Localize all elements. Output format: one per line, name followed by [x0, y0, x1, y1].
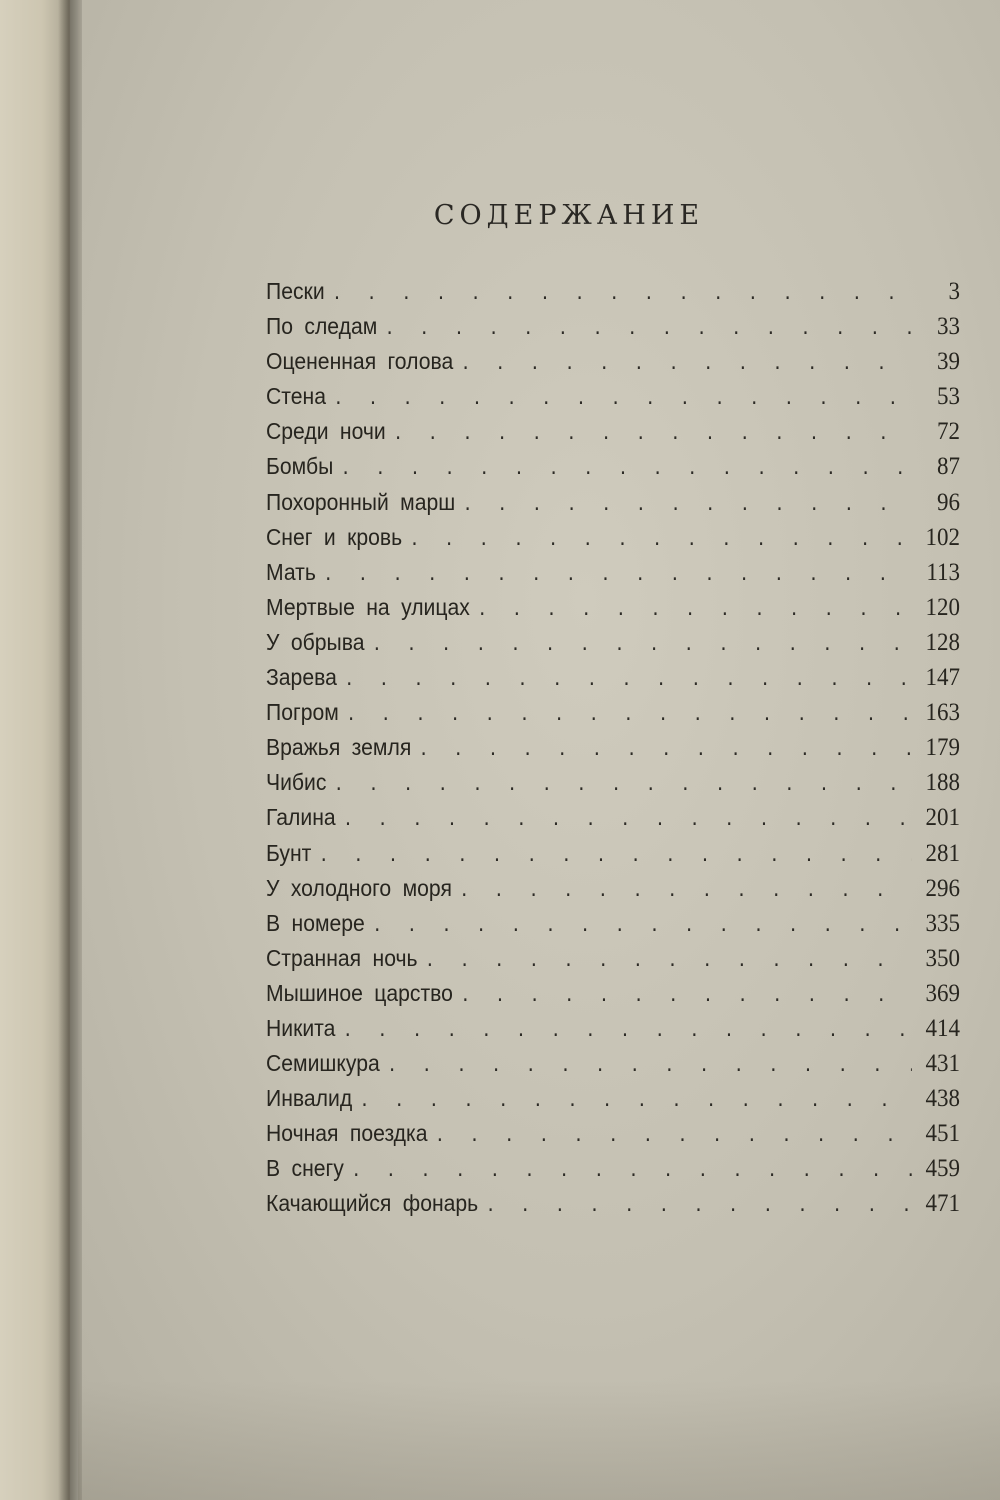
toc-page-number: 438 [925, 1085, 961, 1113]
dot-leader [435, 1125, 912, 1146]
toc-page-number: 33 [937, 313, 961, 341]
dot-leader [343, 809, 912, 830]
toc-page-number: 201 [925, 804, 961, 832]
toc-entry-title: Инвалид [266, 1085, 353, 1112]
toc-entry [266, 594, 960, 629]
toc-entry-title: По следам [266, 313, 378, 340]
book-gutter [58, 0, 82, 1500]
toc-entry-title: Среди ночи [266, 418, 386, 445]
toc-page-number: 296 [925, 874, 961, 902]
toc-entry [266, 769, 960, 804]
toc-entry [266, 1015, 960, 1050]
toc-page-number: 53 [937, 383, 961, 411]
toc-entry-title: Стена [266, 383, 326, 410]
toc-entry-title: Мышиное царство [266, 979, 453, 1006]
toc-entry [266, 1050, 960, 1085]
toc-page-number: 451 [925, 1120, 961, 1148]
toc-page-number: 369 [925, 979, 961, 1007]
toc-entry [266, 453, 960, 488]
toc-page-number: 163 [925, 699, 961, 727]
dot-leader [344, 669, 912, 690]
toc-entry [266, 524, 960, 559]
dot-leader [333, 388, 912, 409]
toc-entry [266, 348, 960, 383]
toc-entry [266, 734, 960, 769]
toc-page-number: 128 [925, 628, 961, 656]
dot-leader [393, 423, 912, 444]
dot-leader [319, 845, 912, 866]
toc-entry [266, 418, 960, 453]
toc-entry [266, 313, 960, 348]
toc-page-number: 350 [925, 944, 961, 972]
toc-title: СОДЕРЖАНИЕ [433, 200, 705, 231]
dot-leader [351, 1160, 912, 1181]
dot-leader [461, 353, 913, 374]
toc-entry-title: Погром [266, 699, 339, 726]
toc-entry-title: У обрыва [266, 628, 365, 655]
dot-leader [387, 1055, 912, 1076]
toc-entry-title: У холодного моря [266, 874, 452, 901]
toc-entry [266, 1155, 960, 1190]
toc-entry-title: Мертвые на улицах [266, 593, 470, 620]
dot-leader [409, 529, 912, 550]
toc-entry [266, 980, 960, 1015]
dot-leader [332, 283, 912, 304]
toc-entry-title: Бунт [266, 839, 312, 866]
toc-page-number: 281 [925, 839, 961, 867]
toc-entry-title: Оцененная голова [266, 348, 454, 375]
dot-leader [459, 880, 912, 901]
toc-page-number: 113 [926, 558, 961, 586]
dot-leader [346, 704, 912, 725]
toc-entry-title: Никита [266, 1014, 336, 1041]
dot-leader [343, 1020, 912, 1041]
toc-page-number: 414 [925, 1014, 961, 1042]
dot-leader [425, 950, 912, 971]
dot-leader [385, 318, 913, 339]
dot-leader [463, 494, 913, 515]
toc-entry [266, 664, 960, 699]
toc-entry-title: Странная ночь [266, 944, 418, 971]
toc-page-number: 39 [937, 348, 961, 376]
dot-leader [419, 739, 913, 760]
toc-page-number: 147 [925, 664, 961, 692]
toc-entry-title: Семишкура [266, 1050, 380, 1077]
toc-page-number: 120 [925, 593, 961, 621]
dot-leader [477, 599, 912, 620]
toc-entry-title: Мать [266, 558, 316, 585]
toc-page-number: 87 [937, 453, 961, 481]
toc-page-number: 3 [948, 278, 961, 305]
toc-entry [266, 278, 960, 313]
toc-page-number: 335 [925, 909, 961, 937]
toc-entry [266, 489, 960, 524]
toc-entry-title: Качающийся фонарь [266, 1190, 479, 1217]
toc-entry [266, 559, 960, 594]
toc-entry-title: В номере [266, 909, 365, 936]
toc-entry [266, 1085, 960, 1120]
book-page [78, 0, 1000, 1500]
toc-entry [266, 875, 960, 910]
dot-leader [360, 1090, 913, 1111]
dot-leader [460, 985, 912, 1006]
dot-leader [341, 458, 913, 479]
toc-entry-title: В снегу [266, 1155, 344, 1182]
dot-leader [323, 564, 912, 585]
toc-page-number: 72 [937, 418, 961, 446]
toc-page-number: 102 [925, 523, 961, 551]
toc-page-number: 179 [925, 734, 961, 762]
toc-entry [266, 699, 960, 734]
dot-leader [486, 1195, 913, 1216]
toc-entry-title: Галина [266, 804, 336, 831]
toc-entry-title: Похоронный марш [266, 488, 456, 515]
dot-leader [334, 774, 912, 795]
toc-entry-title: Вражья земля [266, 734, 412, 761]
toc-list [266, 278, 960, 1226]
toc-entry-title: Ночная поездка [266, 1120, 428, 1147]
toc-entry [266, 910, 960, 945]
toc-entry [266, 840, 960, 875]
toc-entry [266, 1190, 960, 1225]
toc-entry [266, 945, 960, 980]
toc-page-number: 471 [925, 1190, 961, 1218]
toc-entry-title: Снег и кровь [266, 523, 403, 550]
page-bottom-shadow [78, 1380, 1000, 1500]
toc-page-number: 459 [925, 1155, 961, 1183]
toc-entry-title: Зарева [266, 664, 337, 691]
toc-entry-title: Пески [266, 278, 325, 304]
toc-entry [266, 383, 960, 418]
toc-entry-title: Бомбы [266, 453, 334, 480]
toc-entry [266, 629, 960, 664]
toc-entry [266, 804, 960, 839]
toc-page-number: 96 [937, 488, 961, 516]
dot-leader [372, 634, 912, 655]
toc-page-number: 188 [925, 769, 961, 797]
toc-page-number: 431 [925, 1050, 961, 1078]
dot-leader [372, 915, 912, 936]
toc-entry [266, 1120, 960, 1155]
toc-entry-title: Чибис [266, 769, 327, 796]
